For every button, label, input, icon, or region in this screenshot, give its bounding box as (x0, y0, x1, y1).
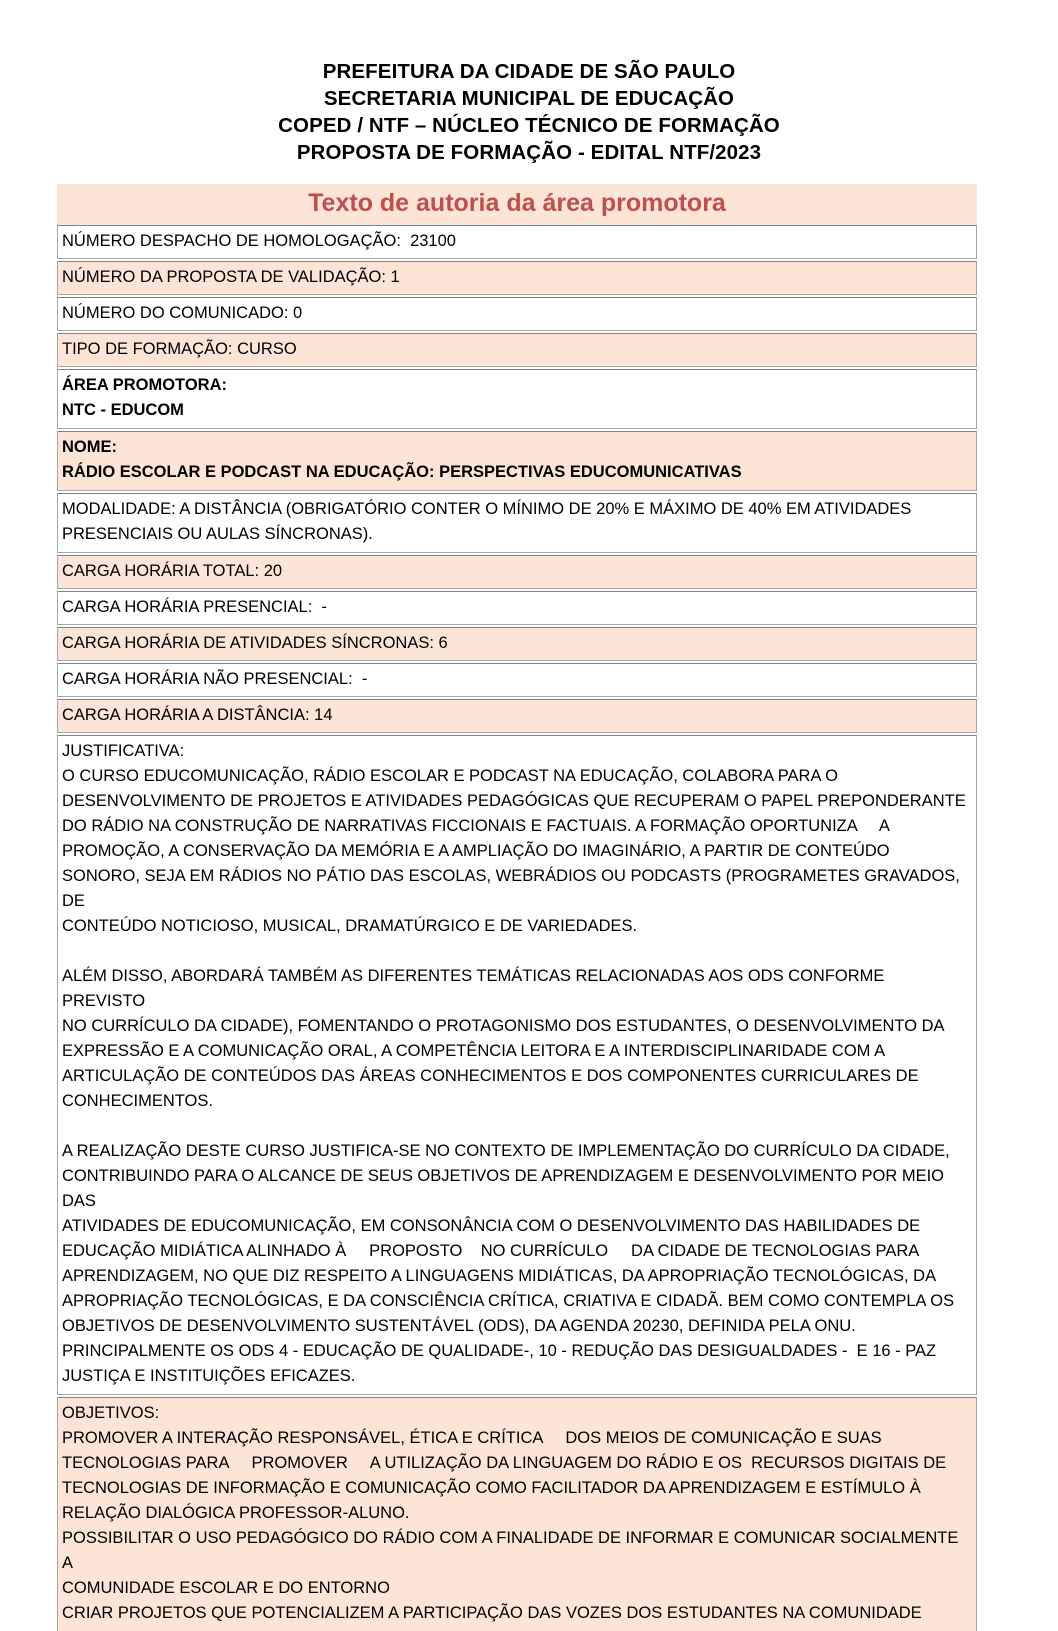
row-line: NÚMERO DO COMUNICADO: 0 (62, 304, 303, 322)
row-line: APROPRIAÇÃO TECNOLÓGICAS, E DA CONSCIÊNCIA CRÍTICA, CRIATIVA E CIDADÃ. BEM COMO CONTEMPLA OS (62, 1292, 955, 1310)
row-line: JUSTIFICATIVA: (62, 742, 185, 760)
row-line: MODALIDADE: A DISTÂNCIA (OBRIGATÓRIO CONTER O MÍNIMO DE 20% E MÁXIMO DE 40% EM ATIVIDADES (62, 500, 912, 518)
row-line: CARGA HORÁRIA A DISTÂNCIA: 14 (62, 706, 333, 724)
banner-title-text: Texto de autoria da área promotora (308, 189, 726, 217)
row-line: O CURSO EDUCOMUNICAÇÃO, RÁDIO ESCOLAR E PODCAST NA EDUCAÇÃO, COLABORA PARA O (62, 767, 838, 785)
table-row-carga-horaria-total (57, 555, 977, 589)
row-line: PROMOÇÃO, A CONSERVAÇÃO DA MEMÓRIA E A AMPLIAÇÃO DO IMAGINÁRIO, A PARTIR DE CONTEÚDO (62, 842, 890, 860)
row-line: CARGA HORÁRIA PRESENCIAL: - (62, 598, 327, 616)
row-line: NÚMERO DA PROPOSTA DE VALIDAÇÃO: 1 (62, 268, 400, 286)
table-row-carga-horaria-presencial (57, 591, 977, 625)
row-line: CONTEÚDO NOTICIOSO, MUSICAL, DRAMATÚRGICO E DE VARIEDADES. (62, 917, 638, 935)
table-row-carga-horaria-atividades-sincronas (57, 627, 977, 661)
row-line: APRENDIZAGEM, NO QUE DIZ RESPEITO A LINGUAGENS MIDIÁTICAS, DA APROPRIAÇÃO TECNOLÓGICAS, DA (62, 1267, 937, 1285)
table-row-justificativa (57, 735, 977, 1395)
row-line: CRIAR PROJETOS QUE POTENCIALIZEM A PARTICIPAÇÃO DAS VOZES DOS ESTUDANTES NA COMUNIDADE (62, 1604, 922, 1622)
row-line: PRINCIPALMENTE OS ODS 4 - EDUCAÇÃO DE QUALIDADE-, 10 - REDUÇÃO DAS DESIGUALDADES - E 16 - PAZ (62, 1342, 937, 1360)
table-row-area-promotora (57, 369, 977, 429)
row-line: JUSTIÇA E INSTITUIÇÕES EFICAZES. (62, 1367, 356, 1385)
header-line-prefeitura: PREFEITURA DA CIDADE DE SÃO PAULO (322, 60, 736, 83)
header-line-coped-ntf: COPED / NTF – NÚCLEO TÉCNICO DE FORMAÇÃO (278, 114, 780, 137)
row-line: DESENVOLVIMENTO DE PROJETOS E ATIVIDADES PEDAGÓGICAS QUE RECUPERAM O PAPEL PREPONDERANTE (62, 792, 966, 810)
row-line: OBJETIVOS DE DESENVOLVIMENTO SUSTENTÁVEL (ODS), DA AGENDA 20230, DEFINIDA PELA ONU. (62, 1317, 856, 1335)
header-line-secretaria: SECRETARIA MUNICIPAL DE EDUCAÇÃO (323, 87, 735, 110)
row-line: PROMOVER A INTERAÇÃO RESPONSÁVEL, ÉTICA E CRÍTICA DOS MEIOS DE COMUNICAÇÃO E SUAS (62, 1429, 882, 1447)
table-row-numero-despacho-homologacao (57, 225, 977, 259)
row-line: RELAÇÃO DIALÓGICA PROFESSOR-ALUNO. (62, 1504, 410, 1522)
row-line: NO CURRÍCULO DA CIDADE), FOMENTANDO O PROTAGONISMO DOS ESTUDANTES, O DESENVOLVIMENTO DA (62, 1017, 945, 1035)
row-line: EXPRESSÃO E A COMUNICAÇÃO ORAL, A COMPETÊNCIA LEITORA E A INTERDISCIPLINARIDADE COM A (62, 1042, 886, 1060)
row-line: OBJETIVOS: (62, 1404, 160, 1422)
row-line: CONTRIBUINDO PARA O ALCANCE DE SEUS OBJETIVOS DE APRENDIZAGEM E DESENVOLVIMENTO POR MEIO DAS (62, 1167, 949, 1210)
table-row-numero-comunicado (57, 297, 977, 331)
row-line: ARTICULAÇÃO DE CONTEÚDOS DAS ÁREAS CONHECIMENTOS E DOS COMPONENTES CURRICULARES DE (62, 1067, 919, 1085)
row-line: COMUNIDADE ESCOLAR E DO ENTORNO (62, 1579, 390, 1597)
header-line-proposta-edital: PROPOSTA DE FORMAÇÃO - EDITAL NTF/2023 (296, 141, 762, 164)
row-line: DO RÁDIO NA CONSTRUÇÃO DE NARRATIVAS FICCIONAIS E FACTUAIS. A FORMAÇÃO OPORTUNIZA A (62, 817, 890, 835)
row-line: SONORO, SEJA EM RÁDIOS NO PÁTIO DAS ESCOLAS, WEBRÁDIOS OU PODCASTS (PROGRAMETES GRAVADOS, DE (62, 867, 965, 910)
table-row-numero-proposta-validacao (57, 261, 977, 295)
table-row-carga-horaria-nao-presencial (57, 663, 977, 697)
row-line: NÚMERO DESPACHO DE HOMOLOGAÇÃO: 23100 (62, 232, 456, 250)
banner-texto-autoria (57, 184, 977, 225)
row-line: POSSIBILITAR O USO PEDAGÓGICO DO RÁDIO COM A FINALIDADE DE INFORMAR E COMUNICAR SOCIALMENTE A (62, 1529, 963, 1572)
row-line: CARGA HORÁRIA DE ATIVIDADES SÍNCRONAS: 6 (62, 634, 448, 652)
table-row-nome-da-formacao (57, 431, 977, 491)
row-line: A REALIZAÇÃO DESTE CURSO JUSTIFICA-SE NO CONTEXTO DE IMPLEMENTAÇÃO DO CURRÍCULO DA CIDADE, (62, 1142, 950, 1160)
table-row-tipo-de-formacao (57, 333, 977, 367)
row-line: EDUCAÇÃO MIDIÁTICA ALINHADO À PROPOSTO NO CURRÍCULO DA CIDADE DE TECNOLOGIAS PARA (62, 1242, 920, 1260)
row-line: ALÉM DISSO, ABORDARÁ TAMBÉM AS DIFERENTES TEMÁTICAS RELACIONADAS AOS ODS CONFORME PREVISTO (62, 967, 890, 1010)
document-header (0, 0, 1058, 166)
row-line: PRESENCIAIS OU AULAS SÍNCRONAS). (62, 525, 373, 543)
row-line: TIPO DE FORMAÇÃO: CURSO (62, 340, 297, 358)
row-line: ATIVIDADES DE EDUCOMUNICAÇÃO, EM CONSONÂNCIA COM O DESENVOLVIMENTO DAS HABILIDADES DE (62, 1217, 921, 1235)
row-line: CARGA HORÁRIA NÃO PRESENCIAL: - (62, 670, 368, 688)
row-line: TECNOLOGIAS DE INFORMAÇÃO E COMUNICAÇÃO COMO FACILITADOR DA APRENDIZAGEM E ESTÍMULO À (62, 1479, 921, 1497)
row-line: NTC - EDUCOM (62, 401, 184, 419)
row-line: CONHECIMENTOS. (62, 1092, 213, 1110)
row-line: TECNOLOGIAS PARA PROMOVER A UTILIZAÇÃO DA LINGUAGEM DO RÁDIO E OS RECURSOS DIGITAIS DE (62, 1454, 947, 1472)
table-row-objetivos (57, 1397, 977, 1631)
table-row-modalidade (57, 493, 977, 553)
row-line (62, 1114, 972, 1139)
row-line: NOME: (62, 438, 117, 456)
table-row-carga-horaria-a-distancia (57, 699, 977, 733)
row-line (62, 939, 972, 964)
proposta-form-table (57, 184, 977, 1631)
row-line: ÁREA PROMOTORA: (62, 376, 227, 394)
row-line: CARGA HORÁRIA TOTAL: 20 (62, 562, 283, 580)
row-line: RÁDIO ESCOLAR E PODCAST NA EDUCAÇÃO: PERSPECTIVAS EDUCOMUNICATIVAS (62, 463, 742, 481)
